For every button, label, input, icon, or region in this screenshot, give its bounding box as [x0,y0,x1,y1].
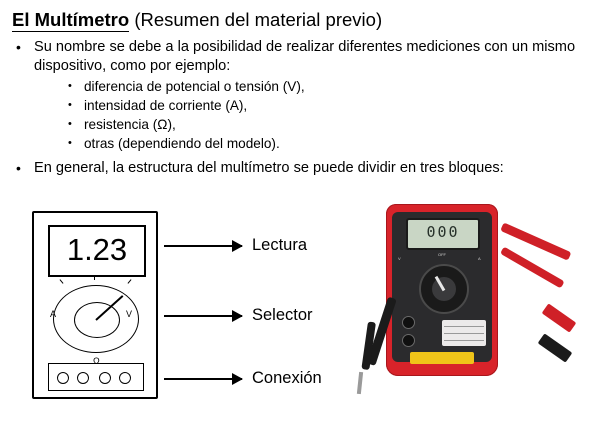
photo-device-body [386,204,498,376]
scale-label: A [478,256,481,261]
photo-jack [402,334,415,347]
page-title-main: El Multímetro [12,9,130,30]
schematic-port [57,372,69,384]
page-title [12,8,588,32]
socket-line [444,340,484,341]
list-item [12,38,588,153]
list-item [68,115,588,134]
socket-line [444,326,484,327]
callout-label-lectura: Lectura [252,236,308,254]
list-item [12,159,588,178]
photo-jack [402,316,415,329]
list-item-label: otras (dependiendo del modelo). [84,136,280,151]
photo-lcd-value: 000 [426,223,460,241]
scale-label: V [398,256,401,261]
photo-socket-panel [442,320,486,346]
bullet-list [12,38,588,178]
dial-tick [60,279,64,283]
bullet-marker: • [16,39,21,55]
bullet-marker: • [68,80,72,92]
bullet-marker: • [16,160,21,176]
schematic-body [32,211,158,399]
list-item [68,134,588,153]
socket-line [444,333,484,334]
schematic-selector-dial [53,285,139,353]
photo-selector-knob [432,277,456,301]
schematic-connection-box [48,356,144,391]
photo-lcd-screen [406,218,480,250]
multimeter-schematic [24,205,354,405]
list-item [68,96,588,115]
probe-clip-black [538,333,573,362]
probe-clip-red [542,303,577,332]
scale-label: OFF [438,252,446,257]
bullet-marker: • [68,99,72,111]
arrow-to-selector [164,315,242,317]
arrow-to-lectura [164,245,242,247]
photo-brand-label [410,352,474,364]
bullet-marker: • [68,137,72,149]
sub-bullet-list [34,77,588,153]
dial-tick [94,275,95,280]
list-item [68,77,588,96]
schematic-display [48,225,146,277]
port-mark-ohm: Ω [93,356,100,366]
page-title-sub: (Resumen del material previo) [134,9,383,30]
dial-tick [128,279,132,283]
arrow-to-conexion [164,378,242,380]
schematic-port [77,372,89,384]
bullet-marker: • [68,118,72,130]
photo-selector-pointer [435,276,446,291]
schematic-display-value: 1.23 [66,232,128,267]
list-item-label: resistencia (Ω), [84,117,176,132]
multimeter-photo [352,202,580,412]
dial-label-volts: V [126,309,133,319]
photo-selector-dial [419,264,469,314]
photo-device-face [392,212,492,362]
callout-label-conexion: Conexión [252,369,322,387]
probe-tip [357,372,363,394]
schematic-port [99,372,111,384]
list-item-label: diferencia de potencial o tensión (V), [84,79,305,94]
list-item-label: intensidad de corriente (A), [84,98,248,113]
schematic-port [119,372,131,384]
dial-label-amps: A [50,309,57,319]
list-item-label: En general, la estructura del multímetro se puede dividir en tres bloques: [34,160,504,176]
list-item-label: Su nombre se debe a la posibilidad de realizar diferentes mediciones con un mismo dispositivo, como por ejemplo: [34,39,576,74]
callout-label-selector: Selector [252,306,313,324]
